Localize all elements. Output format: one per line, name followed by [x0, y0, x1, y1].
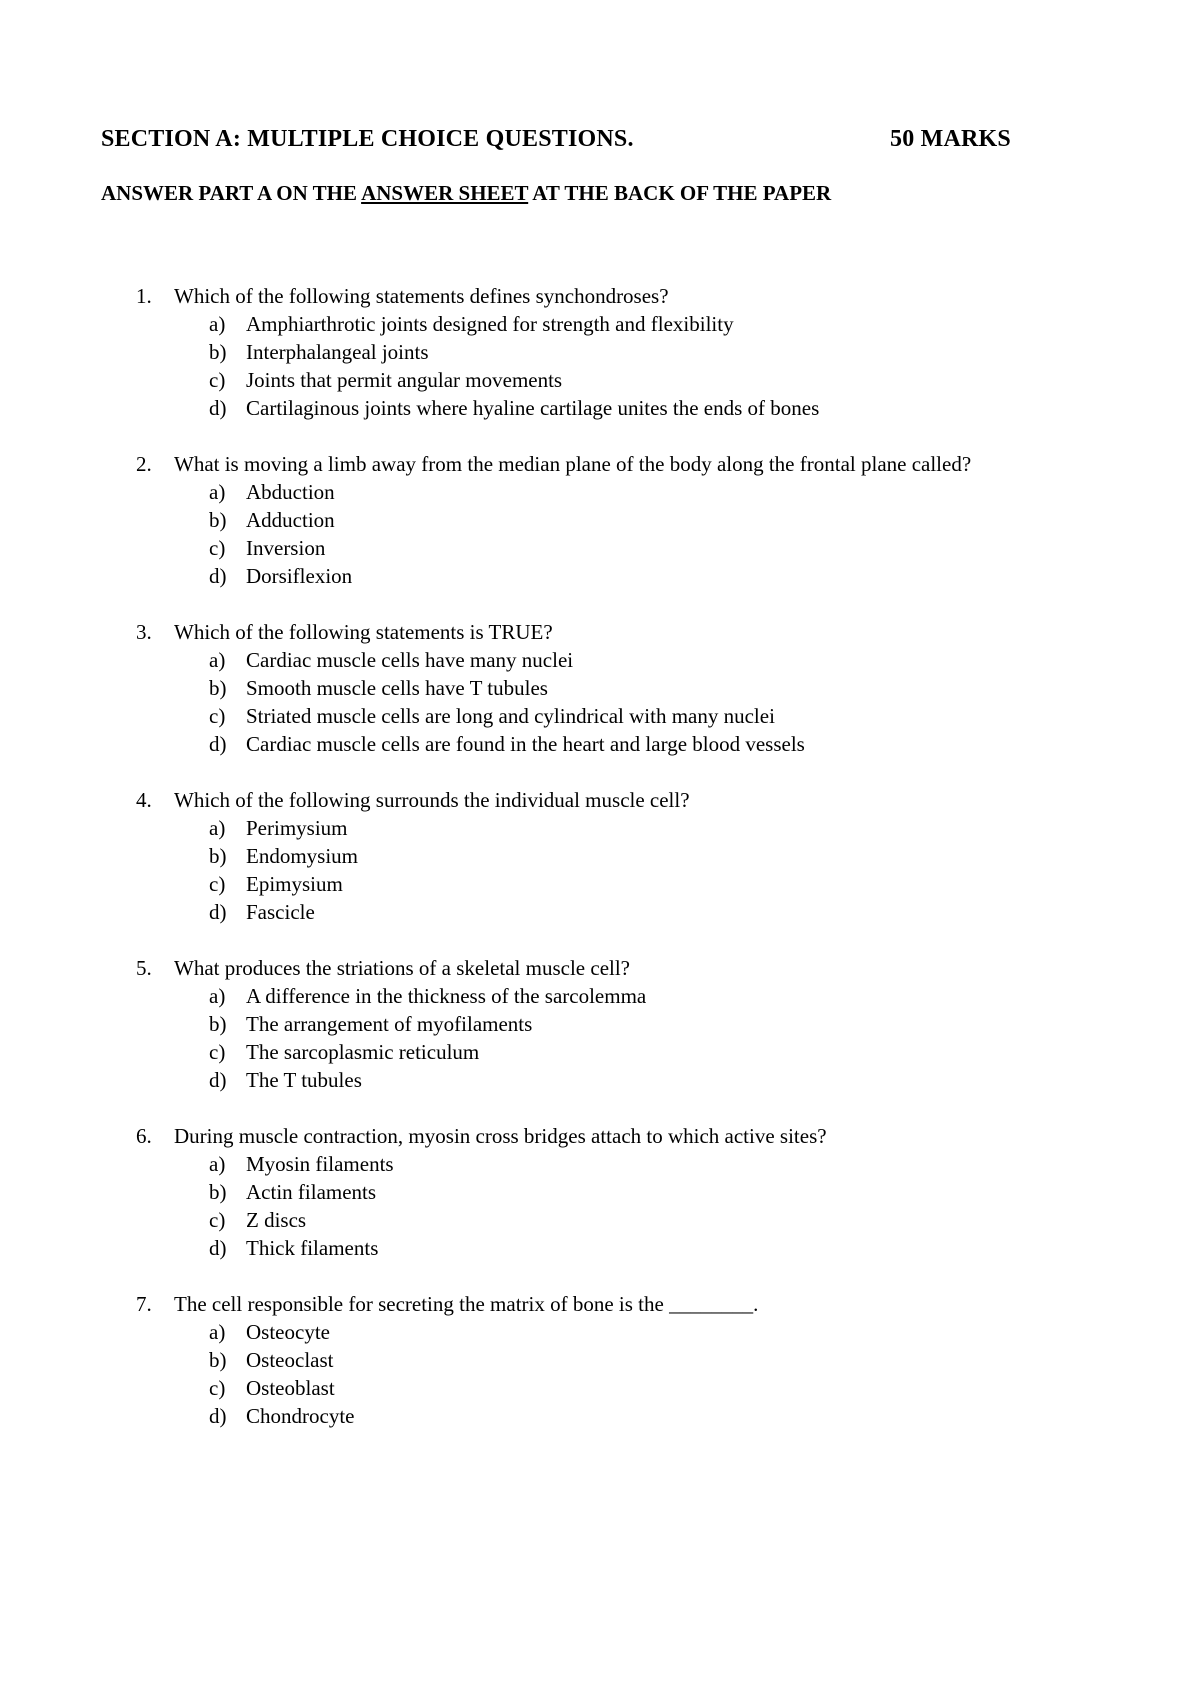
- option-text: Interphalangeal joints: [246, 340, 429, 364]
- option-list: [0, 646, 1200, 758]
- option-letter: b): [209, 1180, 227, 1204]
- option-text: Chondrocyte: [246, 1404, 355, 1428]
- question-4: [0, 786, 1200, 954]
- option-b: [0, 1010, 1200, 1038]
- option-letter: c): [209, 872, 226, 896]
- option-letter: d): [209, 1236, 227, 1260]
- option-a: [0, 1318, 1200, 1346]
- option-c: [0, 1038, 1200, 1066]
- option-text: Endomysium: [246, 844, 359, 868]
- option-text: Osteocyte: [246, 1320, 330, 1344]
- option-a: [0, 814, 1200, 842]
- option-c: [0, 534, 1200, 562]
- option-text: Dorsiflexion: [246, 564, 353, 588]
- question-stem: [0, 282, 1200, 310]
- option-text: Joints that permit angular movements: [246, 368, 563, 392]
- option-text: The sarcoplasmic reticulum: [246, 1040, 480, 1064]
- option-list: [0, 814, 1200, 926]
- question-number: 1.: [136, 284, 152, 308]
- instruction-answer-sheet: ANSWER SHEET: [361, 181, 529, 205]
- question-2: [0, 450, 1200, 618]
- option-letter: d): [209, 732, 227, 756]
- question-text: What is moving a limb away from the median plane of the body along the frontal plane called?: [174, 452, 972, 476]
- option-d: [0, 898, 1200, 926]
- question-5: [0, 954, 1200, 1122]
- instruction-prefix: ANSWER PART A ON THE: [101, 181, 362, 205]
- instruction-suffix: AT THE BACK OF THE PAPER: [528, 181, 832, 205]
- question-number: 7.: [136, 1292, 152, 1316]
- option-c: [0, 1206, 1200, 1234]
- option-letter: c): [209, 1208, 226, 1232]
- option-text: Cardiac muscle cells are found in the heart and large blood vessels: [246, 732, 805, 756]
- option-text: Fascicle: [246, 900, 315, 924]
- option-letter: c): [209, 1040, 226, 1064]
- option-b: [0, 842, 1200, 870]
- option-letter: b): [209, 340, 227, 364]
- question-text: Which of the following surrounds the individual muscle cell?: [174, 788, 690, 812]
- question-number: 6.: [136, 1124, 152, 1148]
- option-text: Inversion: [246, 536, 326, 560]
- option-a: [0, 310, 1200, 338]
- question-stem: [0, 450, 1200, 478]
- question-text: The cell responsible for secreting the matrix of bone is the ________.: [174, 1292, 759, 1316]
- option-list: [0, 1150, 1200, 1262]
- option-d: [0, 730, 1200, 758]
- option-b: [0, 1346, 1200, 1374]
- question-text: During muscle contraction, myosin cross bridges attach to which active sites?: [174, 1124, 827, 1148]
- question-number: 4.: [136, 788, 152, 812]
- option-b: [0, 1178, 1200, 1206]
- option-text: The T tubules: [246, 1068, 362, 1092]
- option-b: [0, 506, 1200, 534]
- option-letter: c): [209, 536, 226, 560]
- option-text: Smooth muscle cells have T tubules: [246, 676, 548, 700]
- option-letter: a): [209, 648, 226, 672]
- option-letter: b): [209, 1012, 227, 1036]
- question-text: Which of the following statements defines synchondroses?: [174, 284, 669, 308]
- question-number: 2.: [136, 452, 152, 476]
- option-list: [0, 982, 1200, 1094]
- option-letter: d): [209, 564, 227, 588]
- option-d: [0, 562, 1200, 590]
- option-letter: a): [209, 1152, 226, 1176]
- option-d: [0, 1066, 1200, 1094]
- option-d: [0, 394, 1200, 422]
- option-text: Z discs: [246, 1208, 307, 1232]
- option-list: [0, 478, 1200, 590]
- option-letter: c): [209, 368, 226, 392]
- option-text: Cardiac muscle cells have many nuclei: [246, 648, 574, 672]
- question-3: [0, 618, 1200, 786]
- option-text: Osteoblast: [246, 1376, 335, 1400]
- question-text: What produces the striations of a skeletal muscle cell?: [174, 956, 631, 980]
- option-list: [0, 310, 1200, 422]
- question-list: [0, 282, 1200, 1430]
- option-d: [0, 1234, 1200, 1262]
- option-text: Striated muscle cells are long and cylindrical with many nuclei: [246, 704, 775, 728]
- question-stem: [0, 1122, 1200, 1150]
- option-text: Cartilaginous joints where hyaline cartilage unites the ends of bones: [246, 396, 820, 420]
- question-6: [0, 1122, 1200, 1290]
- option-letter: b): [209, 1348, 227, 1372]
- option-letter: a): [209, 1320, 226, 1344]
- option-text: The arrangement of myofilaments: [246, 1012, 533, 1036]
- option-a: [0, 646, 1200, 674]
- option-text: Myosin filaments: [246, 1152, 394, 1176]
- option-text: Actin filaments: [246, 1180, 377, 1204]
- answer-instruction: [101, 180, 831, 206]
- option-letter: c): [209, 1376, 226, 1400]
- option-letter: b): [209, 508, 227, 532]
- option-a: [0, 982, 1200, 1010]
- option-letter: d): [209, 396, 227, 420]
- option-letter: b): [209, 844, 227, 868]
- option-text: Amphiarthrotic joints designed for strength and flexibility: [246, 312, 734, 336]
- question-stem: [0, 954, 1200, 982]
- question-number: 5.: [136, 956, 152, 980]
- option-text: Abduction: [246, 480, 335, 504]
- option-letter: a): [209, 816, 226, 840]
- question-stem: [0, 618, 1200, 646]
- question-stem: [0, 786, 1200, 814]
- option-letter: d): [209, 900, 227, 924]
- option-letter: d): [209, 1404, 227, 1428]
- option-b: [0, 674, 1200, 702]
- question-stem: [0, 1290, 1200, 1318]
- question-1: [0, 282, 1200, 450]
- option-letter: d): [209, 1068, 227, 1092]
- option-text: Thick filaments: [246, 1236, 379, 1260]
- option-letter: b): [209, 676, 227, 700]
- option-d: [0, 1402, 1200, 1430]
- question-text: Which of the following statements is TRUE?: [174, 620, 553, 644]
- option-c: [0, 702, 1200, 730]
- section-title: SECTION A: MULTIPLE CHOICE QUESTIONS.: [101, 126, 634, 152]
- option-letter: a): [209, 480, 226, 504]
- option-text: Adduction: [246, 508, 335, 532]
- option-letter: a): [209, 312, 226, 336]
- option-a: [0, 478, 1200, 506]
- section-header: [101, 124, 1041, 154]
- option-text: Osteoclast: [246, 1348, 334, 1372]
- option-a: [0, 1150, 1200, 1178]
- option-list: [0, 1318, 1200, 1430]
- option-c: [0, 1374, 1200, 1402]
- option-text: Epimysium: [246, 872, 343, 896]
- option-c: [0, 366, 1200, 394]
- section-marks: 50 MARKS: [890, 126, 1011, 152]
- question-7: [0, 1290, 1200, 1430]
- option-letter: c): [209, 704, 226, 728]
- option-text: A difference in the thickness of the sarcolemma: [246, 984, 647, 1008]
- option-c: [0, 870, 1200, 898]
- option-text: Perimysium: [246, 816, 348, 840]
- question-number: 3.: [136, 620, 152, 644]
- option-letter: a): [209, 984, 226, 1008]
- option-b: [0, 338, 1200, 366]
